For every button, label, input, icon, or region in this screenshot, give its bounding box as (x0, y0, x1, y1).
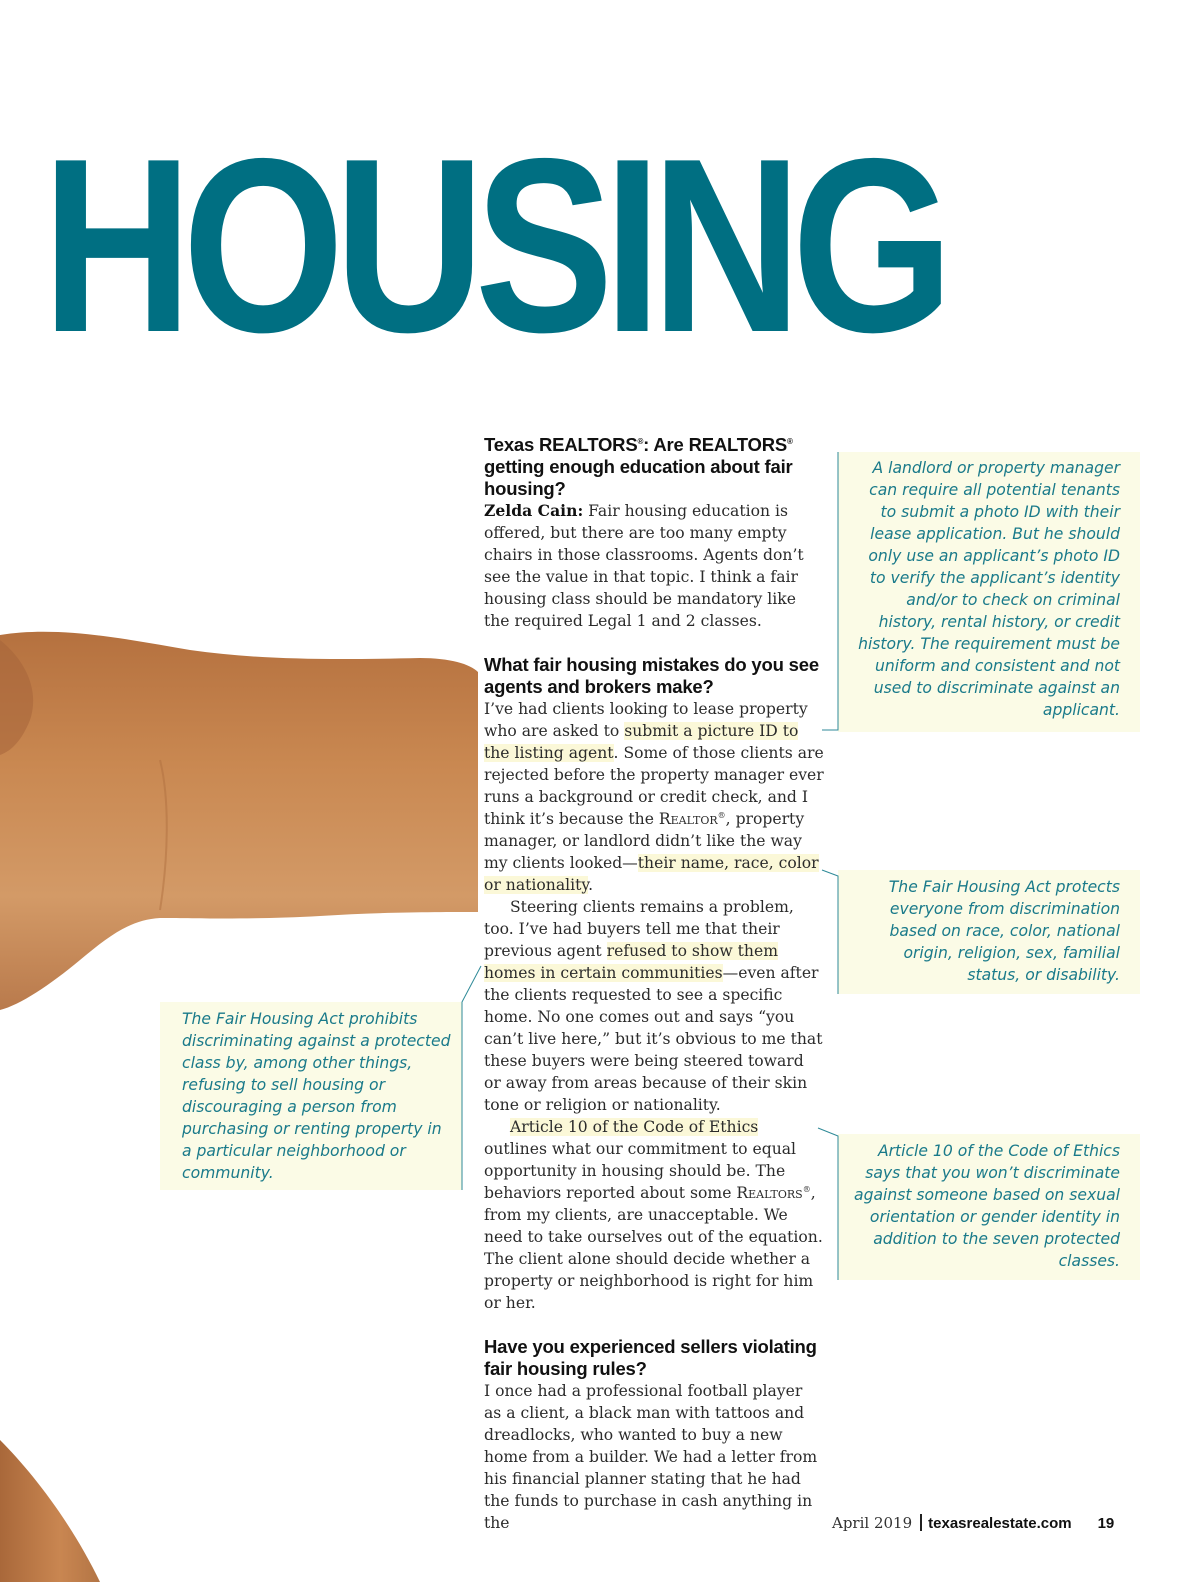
page-number: 19 (1097, 1515, 1115, 1532)
footer-divider (920, 1514, 922, 1531)
answer-education: Zelda Cain: Fair housing education is offered, but there are too many empty chairs in those classrooms. Agents don’t see the value in that topic. I think a fair housing class should be mandatory like the required Legal 1 and 2 classes. (484, 501, 804, 630)
website-link[interactable]: texasrealestate.com (928, 1515, 1072, 1532)
question-sellers: Have you experienced sellers violating fair housing rules? (484, 1336, 817, 1379)
arm-photo (0, 0, 480, 1582)
answer-mistakes-p2: Steering clients remains a problem, too. I’ve had buyers tell me that their previous agent refused to show them homes in certain communities—even after the clients requested to see a specific home. No one comes out and says “you can’t live here,” but it’s obvious to me that these buyers were being steered toward or away from areas because of their skin tone or religion or nationality. (484, 898, 823, 1114)
question-education: Texas REALTORS®: Are REALTORS® getting enough education about fair housing? (484, 434, 793, 499)
highlight-picture-id: submit a picture ID to the listing agent (484, 722, 799, 762)
speaker-name: Zelda Cain: (484, 501, 584, 520)
connector-protects (822, 870, 838, 994)
callout-prohibits: The Fair Housing Act prohibits discriminating against a protected class by, among other things, refusing to sell housing or discouraging a person from purchasing or renting property in a particular neighborhood or community. (160, 1002, 462, 1190)
page-footer (832, 1514, 1114, 1532)
article-column (484, 434, 824, 1534)
answer-mistakes-p1: I’ve had clients looking to lease property who are asked to submit a picture ID to the listing agent. Some of those clients are rejected before the property manager ever runs a background or credit check, and I think it’s because the Realtor®, property manager, or landlord didn’t like the way my clients looked—their name, race, color or nationality. (484, 700, 824, 894)
issue-date: April 2019 (832, 1514, 913, 1532)
connector-photo-id (822, 452, 838, 730)
page-title: HOUSING (42, 106, 944, 384)
answer-mistakes-p3: Article 10 of the Code of Ethics outlines what our commitment to equal opportunity in housing should be. The behaviors reported about some Realtors®, from my clients, are unacceptable. We need to take ourselves out of the equation. The client alone should decide whether a property or neighborhood is right for him or her. (484, 1118, 823, 1312)
question-mistakes: What fair housing mistakes do you see agents and brokers make? (484, 654, 819, 697)
highlight-race-color: their name, race, color or nationality (484, 854, 819, 894)
callout-article-10: Article 10 of the Code of Ethics says that you won’t discriminate against someone based on sexual orientation or gender identity in addition to the seven protected classes. (838, 1134, 1140, 1280)
callout-protects: The Fair Housing Act protects everyone from discrimination based on race, color, national origin, religion, sex, familial status, or disability. (838, 870, 1140, 994)
highlight-article-10: Article 10 of the Code of Ethics (510, 1118, 759, 1136)
answer-sellers: I once had a professional football player as a client, a black man with tattoos and dreadlocks, who wanted to buy a new home from a builder. We had a letter from his financial planner stating that he had the funds to purchase in cash anything in the (484, 1382, 818, 1532)
highlight-refused-show: refused to show them homes in certain communities (484, 942, 778, 982)
callout-photo-id: A landlord or property manager can require all potential tenants to submit a photo ID with their lease application. But he should only use an applicant’s photo ID to verify the applicant’s identity and/or to check on criminal history, rental history, or credit history. The requirement must be uniform and consistent and not used to discriminate against an applicant. (838, 452, 1140, 732)
